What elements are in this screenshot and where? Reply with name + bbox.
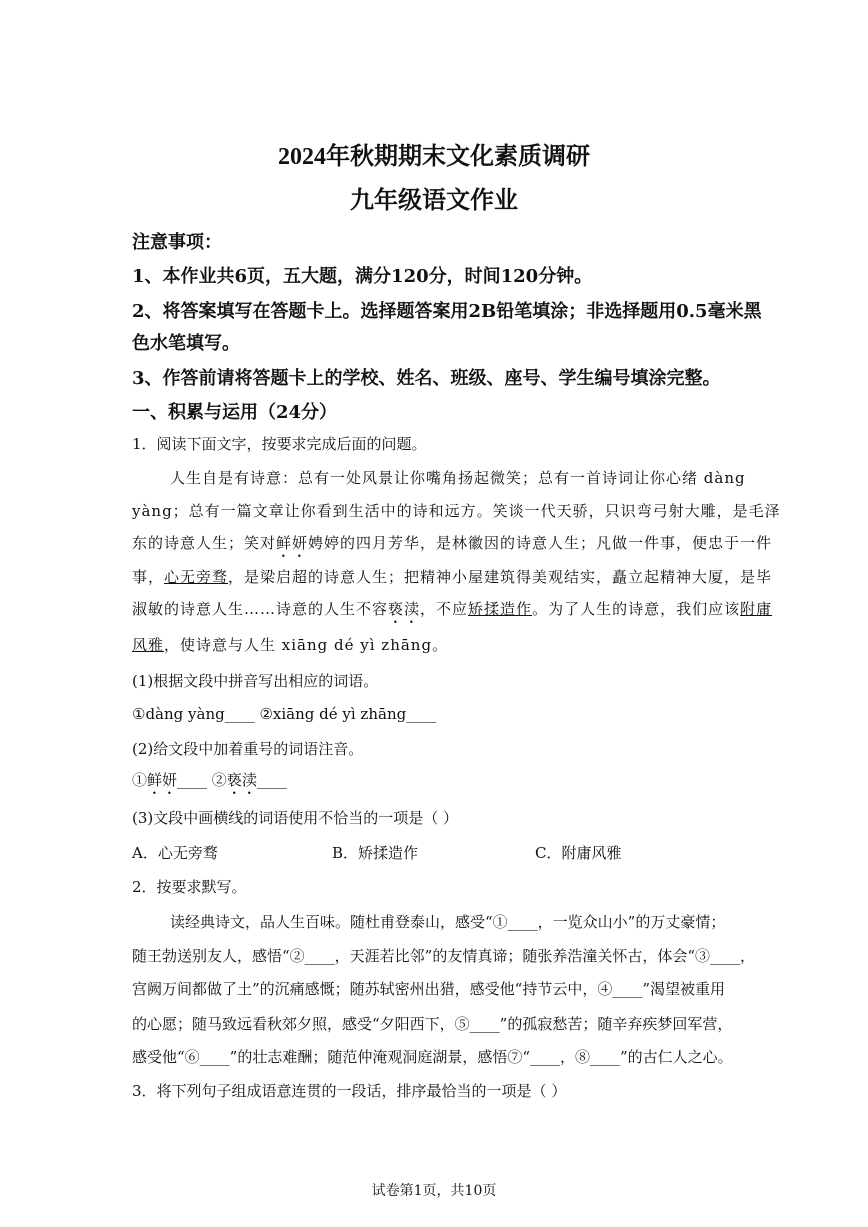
passage-text: ，是梁启超的诗意人生；把精神小屋建筑得美观结实，矗立起精神大厦，是毕 <box>228 568 773 586</box>
blank-text: ____ <box>256 771 287 789</box>
emphasized-word-xiedu: 亵渎 <box>388 600 421 618</box>
q2-line-2: 随王勃送别友人，感悟“②____，天涯若比邻”的友情真谛；随张养浩潼关怀古，体会“③____， <box>132 947 756 965</box>
underlined-word-jiaorouzaozuo: 矫揉造作 <box>468 600 533 618</box>
note-1: 1、本作业共6页，五大题，满分120分，时间120分钟。 <box>132 266 593 287</box>
note-2b: 色水笔填写。 <box>132 333 240 354</box>
q1-passage-line-5 <box>132 598 772 627</box>
passage-text: 淑敏的诗意人生……诗意的人生不容 <box>132 600 389 618</box>
q1-passage-line-4 <box>132 566 772 587</box>
q1-stem: 1．阅读下面文字，按要求完成后面的问题。 <box>132 435 427 453</box>
q1-sub-3: (3)文段中画横线的词语使用不恰当的一项是（ ） <box>132 809 459 827</box>
underlined-word-fuyong: 附庸 <box>740 600 773 618</box>
q1-sub-2-blanks <box>132 769 287 798</box>
blank-text: ____ ② <box>177 771 227 789</box>
section-1-heading: 一、积累与运用（24分） <box>132 402 338 423</box>
q1-passage-line-2: yàng；总有一篇文章让你看到生活中的诗和远方。笑谈一代天骄，只识弯弓射大雕，是毛泽 <box>132 502 781 520</box>
passage-text: 。为了人生的诗意，我们应该 <box>532 600 741 618</box>
q2-line-3: 宫阙万间都做了土”的沉痛感慨；随苏轼密州出猎，感受他“持节云中，④____”渴望被重用 <box>132 980 726 998</box>
note-2a: 2、将答案填写在答题卡上。选择题答案用2B铅笔填涂；非选择题用0.5毫米黑 <box>132 301 762 322</box>
option-c: C．附庸风雅 <box>535 844 622 862</box>
q3-stem: 3．将下列句子组成语意连贯的一段话，排序最恰当的一项是（ ） <box>132 1082 567 1100</box>
q1-sub-1-blanks: ①dàng yàng____ ②xiāng dé yì zhāng____ <box>132 705 437 723</box>
circled-number: ① <box>132 771 148 789</box>
passage-text: 东的诗意人生；笑对 <box>132 534 277 552</box>
passage-text: 娉婷的四月芳华，是林徽因的诗意人生；凡做一件事，便忠于一件 <box>308 534 773 552</box>
option-b: B．矫揉造作 <box>332 844 419 862</box>
exam-subtitle: 九年级语文作业 <box>350 188 518 214</box>
option-a: A．心无旁骛 <box>132 844 218 862</box>
q1-sub-2: (2)给文段中加着重号的词语注音。 <box>132 740 364 758</box>
q1-passage-line-6 <box>132 634 448 655</box>
q2-line-5: 感受他“⑥____”的壮志难酬；随范仲淹观洞庭湖景，感悟⑦“____，⑧____”的古仁人之心。 <box>132 1048 733 1066</box>
note-3: 3、作答前请将答题卡上的学校、姓名、班级、座号、学生编号填涂完整。 <box>132 368 721 389</box>
emphasized-word-xianyan: 鲜妍 <box>276 534 309 552</box>
page-footer: 试卷第1页，共10页 <box>371 1183 497 1199</box>
q2-line-4: 的心愿；随马致远看秋郊夕照，感受“夕阳西下，⑤____”的孤寂愁苦；随辛弃疾梦回军营， <box>132 1015 733 1033</box>
q2-stem: 2．按要求默写。 <box>132 878 247 896</box>
q1-passage-line-3 <box>132 532 772 561</box>
emphasized-word: 亵渎 <box>226 771 257 789</box>
q1-passage-line-1: 人生自是有诗意：总有一处风景让你嘴角扬起微笑；总有一首诗词让你心绪 dàng <box>170 469 746 487</box>
q1-sub-1: (1)根据文段中拼音写出相应的词语。 <box>132 672 379 690</box>
exam-title: 2024年秋期期末文化素质调研 <box>278 144 590 170</box>
q2-line-1: 读经典诗文，品人生百味。随杜甫登泰山，感受“①____，一览众山小”的万丈豪情； <box>170 913 726 931</box>
notes-heading: 注意事项： <box>132 232 222 253</box>
underlined-word-fengya: 风雅 <box>132 636 165 654</box>
passage-text: ，使诗意与人生 xiāng dé yì zhāng。 <box>164 636 449 654</box>
passage-text: ，不应 <box>420 600 469 618</box>
passage-text: 事， <box>132 568 165 586</box>
emphasized-word: 鲜妍 <box>147 771 178 789</box>
underlined-word-xinwupangwu: 心无旁骛 <box>164 568 229 586</box>
